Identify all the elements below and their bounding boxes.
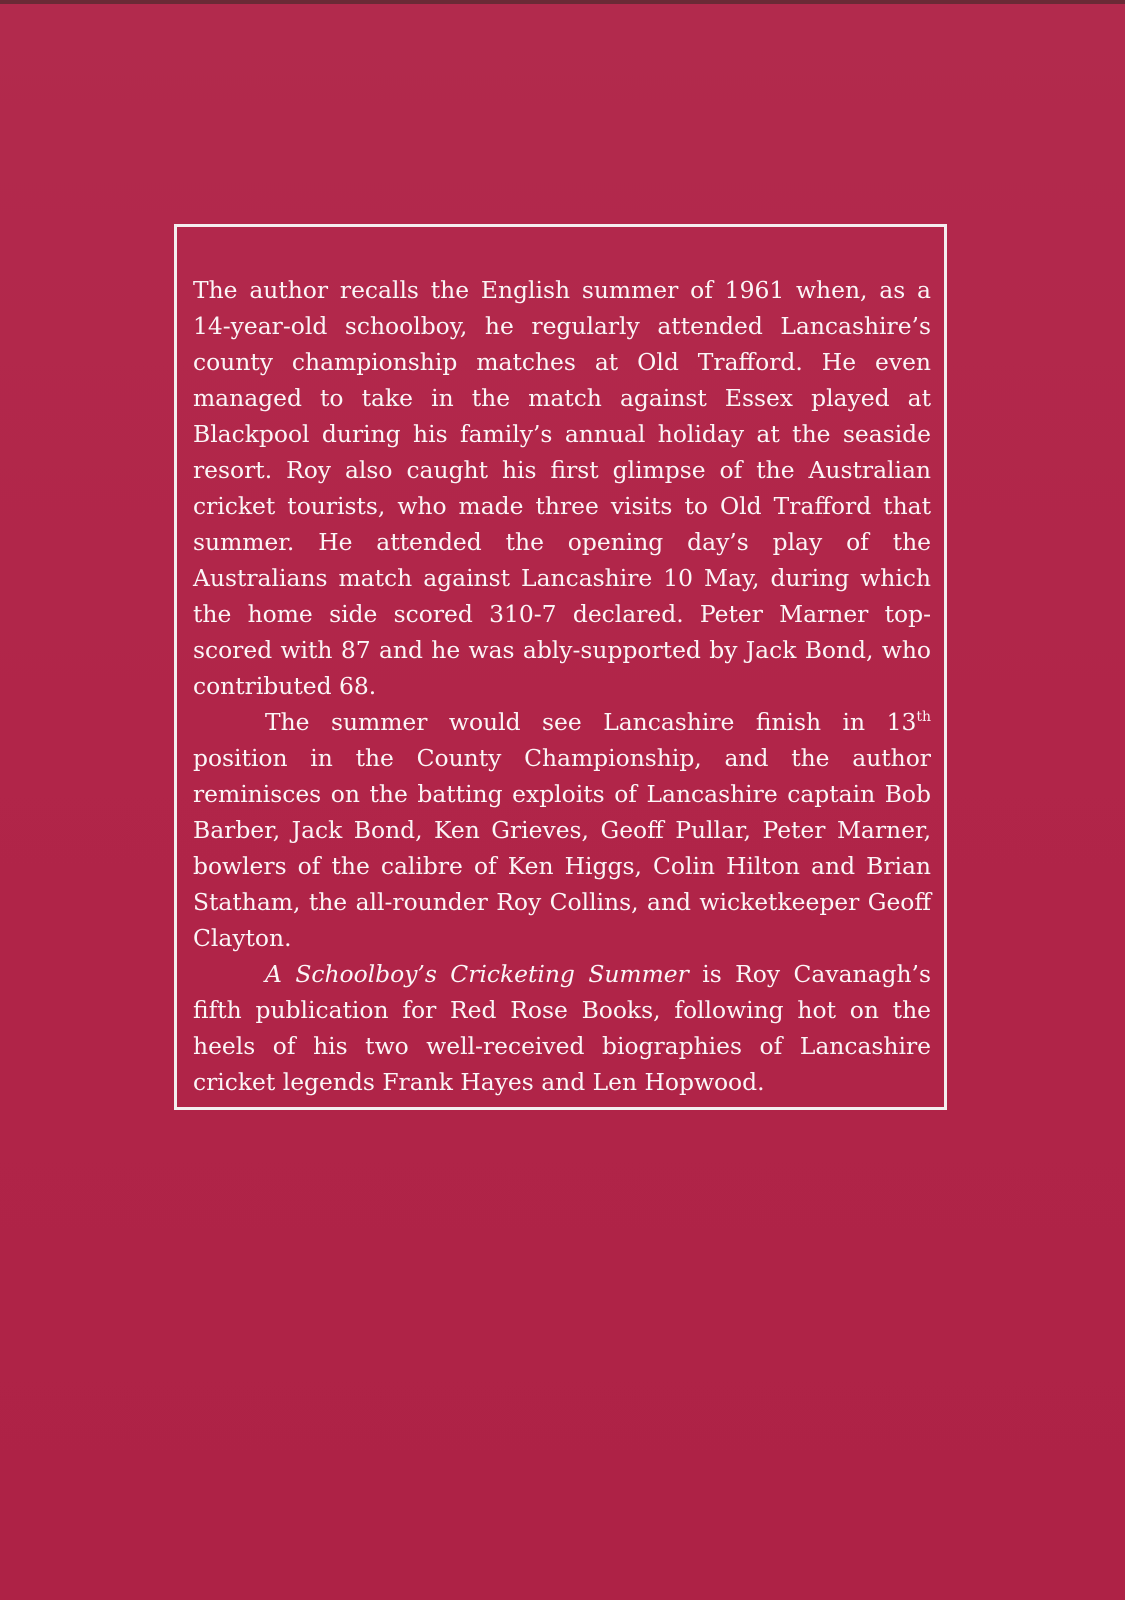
blurb-paragraph-3 bbox=[193, 956, 931, 1100]
book-title: A Schoolboy’s Cricketing Summer bbox=[265, 960, 689, 988]
cover-top-edge bbox=[0, 0, 1125, 4]
paragraph-2-end: position in the County Championship, and the author reminisces on the batting exploits of Lancashire captain Bob Barber, Jack Bond, Ken Grieves, Geoff Pullar, Peter Marner, bowlers of the calibre of Ken Higgs, Colin Hilton and Brian Statham, the all-rounder Roy Collins, and wicketkeeper Geoff Clayton. bbox=[193, 744, 931, 952]
ordinal-suffix: th bbox=[916, 709, 931, 725]
blurb-paragraph-2 bbox=[193, 704, 931, 956]
blurb-paragraph-1: The author recalls the English summer of 1961 when, as a 14-year-old schoolboy, he regularly attended Lancashire’s county championship matches at Old Trafford. He even managed to take in the match against Essex played at Blackpool during his family’s annual holiday at the seaside resort. Roy also caught his first glimpse of the Australian cricket tourists, who made three visits to Old Trafford that summer. He attended the opening day’s play of the Australians match against Lancashire 10 May, during which the home side scored 310-7 declared. Peter Marner top-scored with 87 and he was ably-supported by Jack Bond, who contributed 68. bbox=[193, 276, 931, 700]
blurb-text bbox=[193, 272, 931, 1100]
paragraph-2-start: The summer would see Lancashire finish in 13 bbox=[265, 708, 917, 736]
paragraph-3-text: is Roy Cavanagh’s fifth publication for Red Rose Books, following hot on the heels of his two well-received biographies of Lancashire cricket legends Frank Hayes and Len Hopwood. bbox=[193, 960, 931, 1096]
